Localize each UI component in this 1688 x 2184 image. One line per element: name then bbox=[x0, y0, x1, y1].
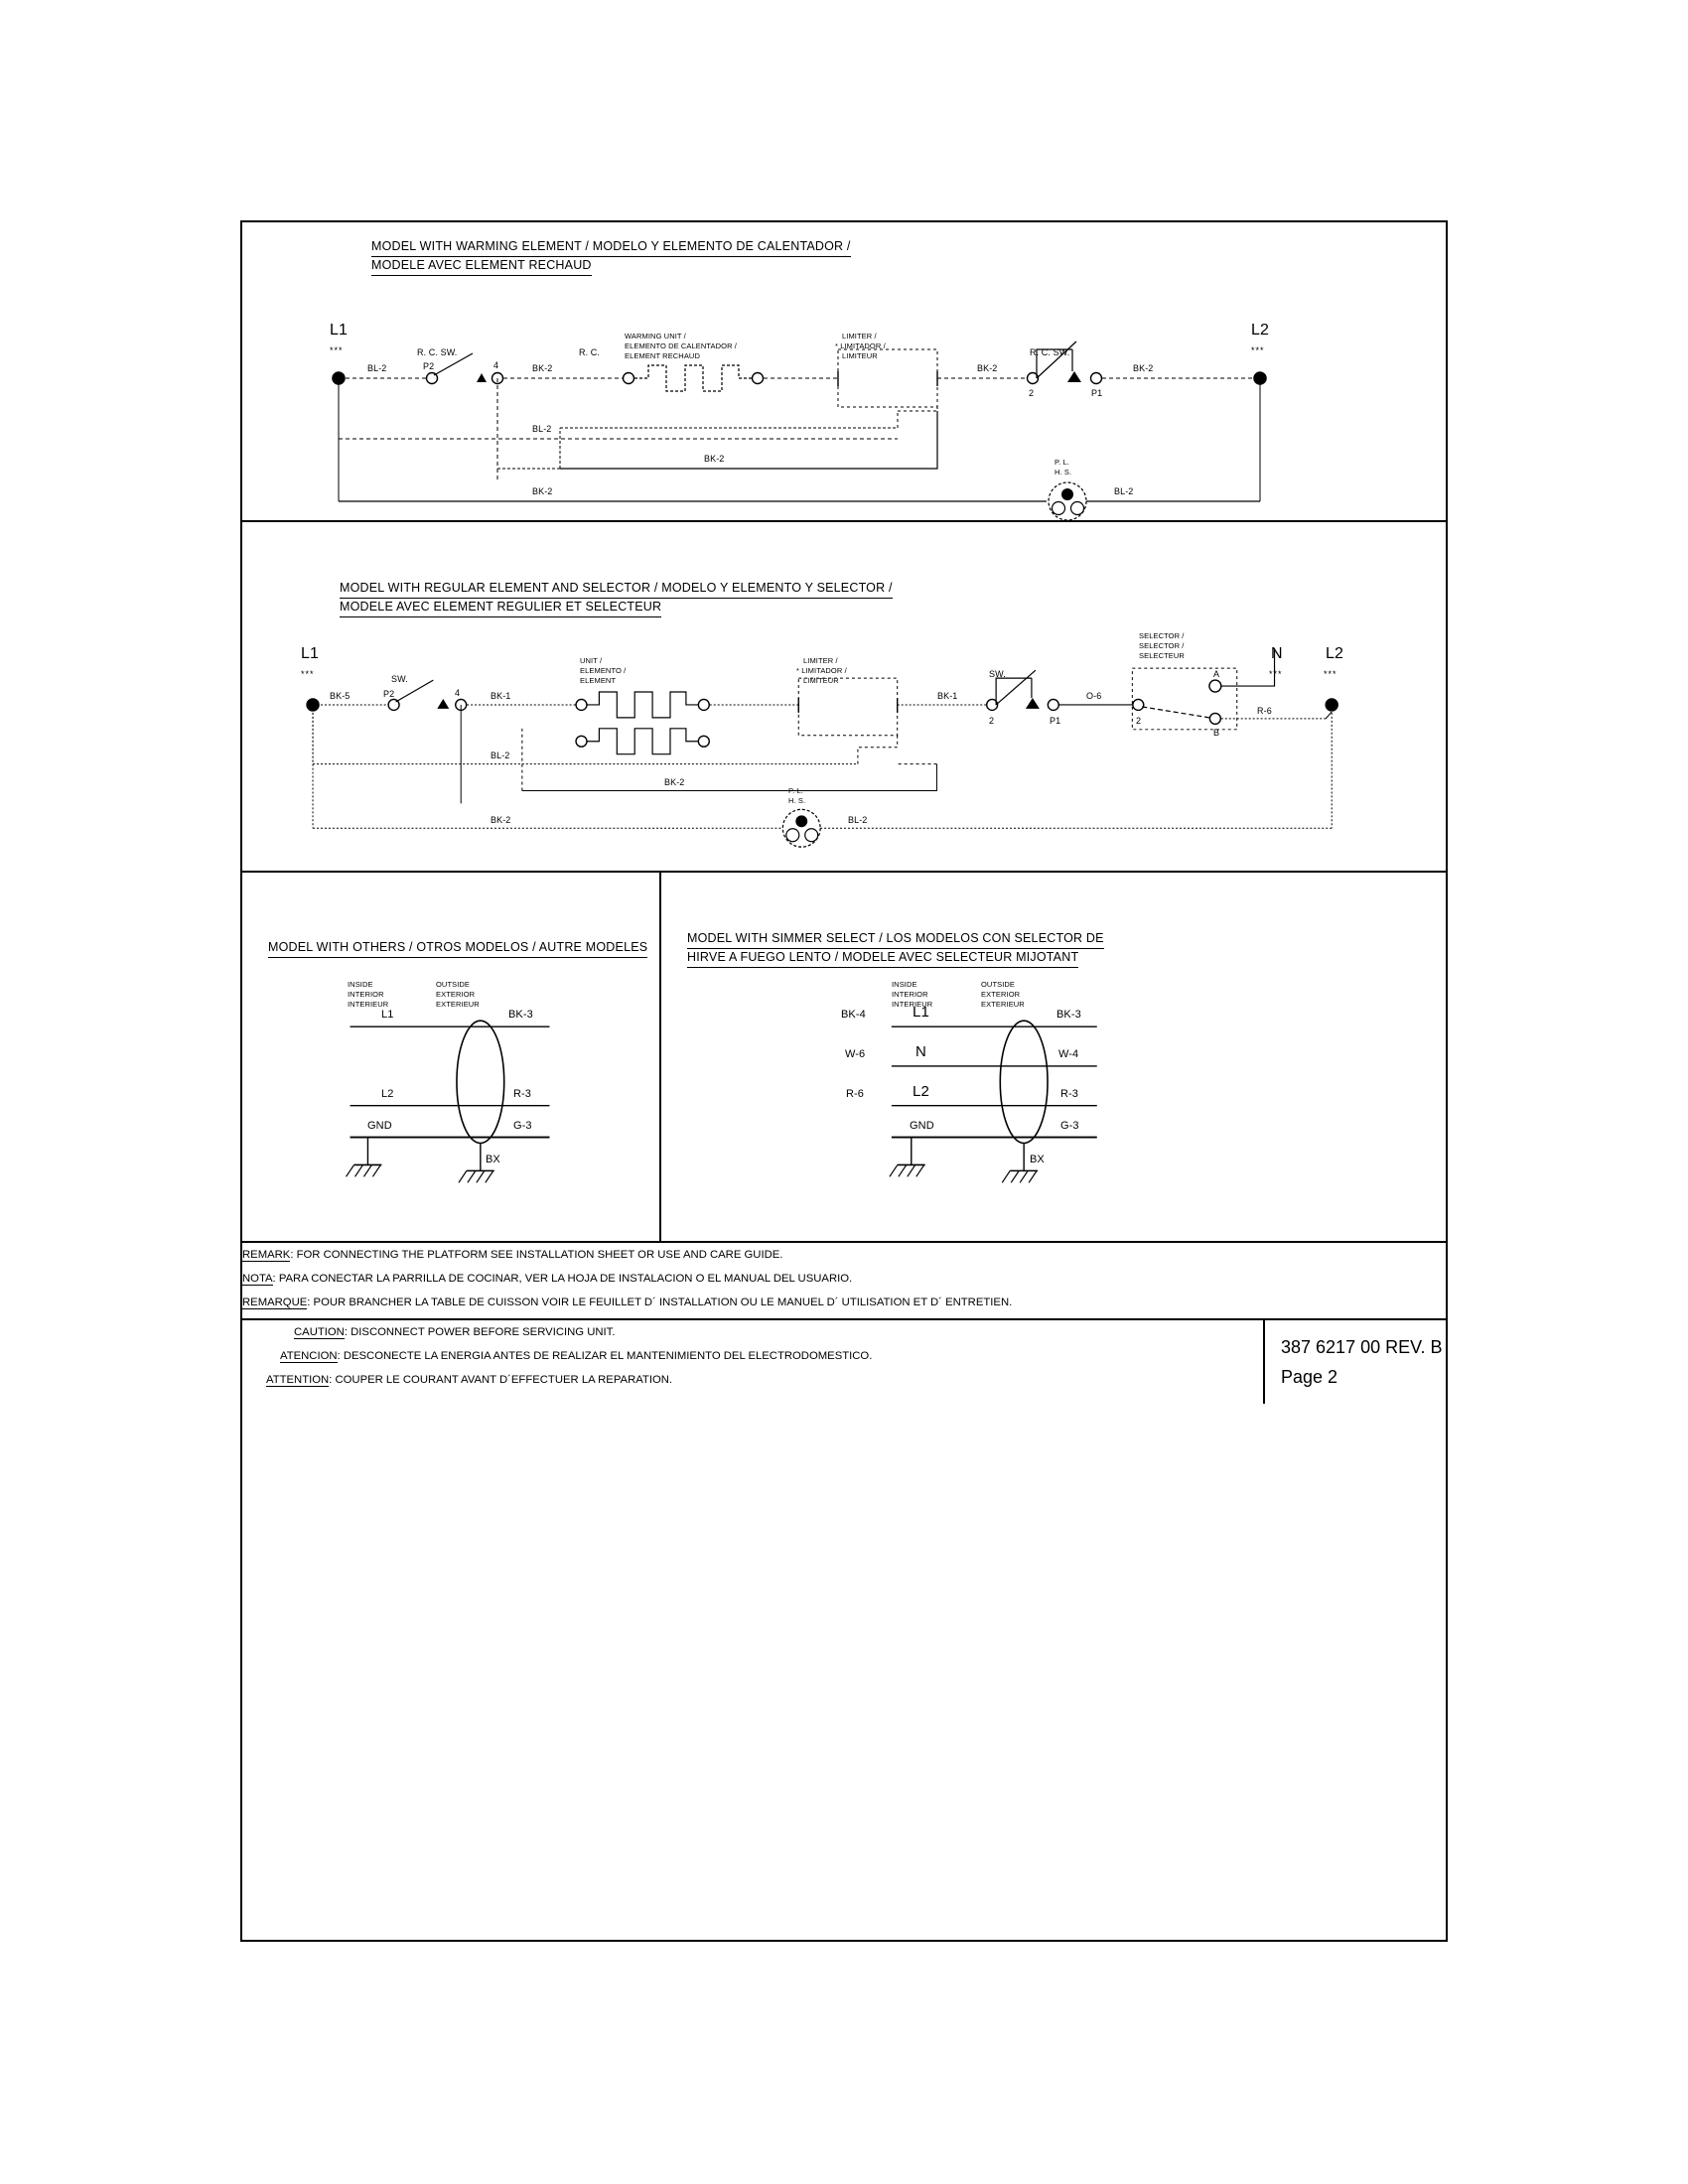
label-bx: BX bbox=[1030, 1154, 1045, 1165]
label-unit-2: ELEMENTO / bbox=[580, 666, 627, 675]
caution-text-en: : DISCONNECT POWER BEFORE SERVICING UNIT. bbox=[344, 1326, 616, 1338]
label-inside-3: INTERIEUR bbox=[348, 1000, 389, 1009]
wire-bk2-a: BK-2 bbox=[532, 363, 553, 373]
label-unit-1: UNIT / bbox=[580, 656, 603, 665]
label-limiter-1: LIMITER / bbox=[803, 656, 838, 665]
label-bx: BX bbox=[486, 1154, 500, 1165]
remark-text-es: : PARA CONECTAR LA PARRILLA DE COCINAR, VER LA HOJA DE INSTALACION O EL MANUAL DEL USUARIO. bbox=[272, 1273, 853, 1285]
label-outside-3: EXTERIEUR bbox=[981, 1000, 1025, 1009]
label-l2: L2 bbox=[1326, 645, 1343, 662]
panel-warming-element bbox=[242, 222, 1446, 520]
label-selector-2: SELECTOR / bbox=[1139, 641, 1185, 650]
panel-regular-element-selector bbox=[242, 520, 1446, 871]
label-n: N bbox=[1271, 645, 1283, 662]
label-outside-2: EXTERIOR bbox=[981, 990, 1021, 999]
remark-line-fr bbox=[242, 1291, 1446, 1314]
wire-bk1-a: BK-1 bbox=[491, 691, 511, 701]
label-l1: L1 bbox=[330, 322, 348, 339]
label-inside-2: INTERIOR bbox=[892, 990, 928, 999]
selector-box bbox=[1132, 668, 1236, 730]
wire-bl2-right: BL-2 bbox=[848, 815, 868, 825]
terminal-a bbox=[1209, 680, 1221, 692]
label-l2-stars: *** bbox=[1324, 669, 1337, 679]
panel-remark bbox=[242, 1241, 1446, 1318]
label-rc-sw-left: R. C. SW. bbox=[417, 347, 458, 357]
part-number: 387 6217 00 REV. B bbox=[1281, 1337, 1443, 1357]
wire-bk2-mid: BK-2 bbox=[664, 777, 685, 787]
wire-p1: P1 bbox=[1091, 388, 1103, 398]
wire-2b: 2 bbox=[1136, 716, 1142, 726]
caution-line-es bbox=[242, 1344, 1263, 1368]
label-limiter-3: LIMITEUR bbox=[803, 676, 839, 685]
label-warming-unit-1: WARMING UNIT / bbox=[625, 332, 686, 341]
wire-bk2-b: BK-2 bbox=[977, 363, 998, 373]
label-rc: R. C. bbox=[579, 347, 601, 357]
caution-line-fr bbox=[242, 1368, 1263, 1392]
conduit-bx bbox=[1000, 1021, 1048, 1143]
label-warming-unit-2: ELEMENTO DE CALENTADOR / bbox=[625, 341, 737, 350]
label-sw-right: SW. bbox=[989, 669, 1006, 679]
label-limiter-2: * LIMITADOR / bbox=[835, 341, 886, 350]
remark-label-fr: REMARQUE bbox=[242, 1297, 308, 1308]
label-selector-3: SELECTEUR bbox=[1139, 651, 1185, 660]
wire-p2: P2 bbox=[423, 361, 435, 371]
caution-label-fr: ATTENTION bbox=[266, 1374, 330, 1386]
terminal-row-mid: N bbox=[915, 1043, 926, 1060]
title-line-2: MODELE AVEC ELEMENT REGULIER ET SELECTEUR bbox=[340, 599, 661, 617]
label-rc-sw-right: R. C. SW. bbox=[1030, 347, 1070, 357]
wire-4: 4 bbox=[455, 688, 461, 698]
pilot-light bbox=[1049, 482, 1086, 520]
panel-caution bbox=[242, 1318, 1446, 1404]
marker-triangle-left bbox=[437, 699, 449, 709]
wire-p1: P1 bbox=[1050, 716, 1061, 726]
terminal-2b bbox=[1133, 699, 1144, 710]
terminal-row-mid: L1 bbox=[381, 1009, 394, 1021]
caution-line-en bbox=[242, 1320, 1263, 1344]
conduit-bx bbox=[457, 1021, 504, 1143]
terminal-row-left: R-6 bbox=[846, 1088, 865, 1100]
terminal-row-right: R-3 bbox=[513, 1088, 532, 1100]
label-outside-1: OUTSIDE bbox=[981, 980, 1016, 989]
panel-model-with-others bbox=[242, 873, 659, 1241]
part-number-block bbox=[1263, 1320, 1446, 1404]
wire-bk2-mid: BK-2 bbox=[704, 454, 725, 464]
terminal-row-left: W-6 bbox=[845, 1048, 866, 1060]
caution-text-block bbox=[242, 1320, 1263, 1404]
wire-bl2-right: BL-2 bbox=[1114, 486, 1134, 496]
label-inside-2: INTERIOR bbox=[348, 990, 384, 999]
limiter-box bbox=[798, 678, 897, 736]
terminal-row-right: W-4 bbox=[1058, 1048, 1079, 1060]
wire-bk2-low: BK-2 bbox=[532, 486, 553, 496]
title-line-1: MODEL WITH REGULAR ELEMENT AND SELECTOR / MODELO Y ELEMENTO Y SELECTOR / bbox=[340, 580, 893, 599]
remark-text-fr: : POUR BRANCHER LA TABLE DE CUISSON VOIR LE FEUILLET D´ INSTALLATION OU LE MANUEL D´ UTILISATION ET D´ ENTRETIEN. bbox=[307, 1297, 1013, 1308]
remark-label-es: NOTA bbox=[242, 1273, 273, 1285]
label-selector-b: B bbox=[1213, 728, 1220, 738]
marker-triangle-right bbox=[1067, 371, 1081, 382]
label-limiter-3: LIMITEUR bbox=[842, 351, 878, 360]
title-line-1: MODEL WITH OTHERS / OTROS MODELOS / AUTRE MODELES bbox=[268, 939, 647, 958]
title-line-1: MODEL WITH WARMING ELEMENT / MODELO Y ELEMENTO DE CALENTADOR / bbox=[371, 238, 851, 257]
label-limiter-1: LIMITER / bbox=[842, 332, 877, 341]
pilot-light bbox=[782, 809, 820, 847]
terminal-p1 bbox=[1091, 373, 1102, 384]
title-line-1: MODEL WITH SIMMER SELECT / LOS MODELOS CON SELECTOR DE bbox=[687, 930, 1104, 949]
label-outside-2: EXTERIOR bbox=[436, 990, 476, 999]
wire-bl2-a: BL-2 bbox=[367, 363, 387, 373]
panel-bottom-row bbox=[242, 871, 1446, 1241]
panel-model-with-simmer-select bbox=[659, 873, 1446, 1241]
label-l2-stars: *** bbox=[1251, 345, 1265, 355]
remark-line-es bbox=[242, 1267, 1446, 1291]
terminal-row-left: BK-4 bbox=[841, 1009, 866, 1021]
terminal-row-right: BK-3 bbox=[1056, 1009, 1081, 1021]
label-unit-3: ELEMENT bbox=[580, 676, 617, 685]
marker-triangle-left bbox=[477, 373, 487, 382]
wiring-diagram-sheet bbox=[240, 220, 1448, 1942]
label-l1: L1 bbox=[301, 645, 319, 662]
terminal-row-mid: GND bbox=[910, 1120, 934, 1132]
terminal-row-mid: L2 bbox=[913, 1083, 929, 1100]
wire-bk1-b: BK-1 bbox=[937, 691, 958, 701]
simmer-terminal-block bbox=[661, 873, 1446, 1241]
terminal-row-right: G-3 bbox=[513, 1120, 532, 1132]
wire-bk2-low: BK-2 bbox=[491, 815, 511, 825]
caution-label-es: ATENCION bbox=[280, 1350, 338, 1362]
caution-text-fr: : COUPER LE COURANT AVANT D´EFFECTUER LA REPARATION. bbox=[329, 1374, 673, 1386]
terminal-row-mid: L2 bbox=[381, 1088, 394, 1100]
label-pilot-2: H. S. bbox=[788, 796, 806, 805]
regular-schematic bbox=[242, 522, 1446, 871]
terminal-row-mid: GND bbox=[367, 1120, 392, 1132]
terminal-row-right: G-3 bbox=[1060, 1120, 1079, 1132]
terminal-row-right: BK-3 bbox=[508, 1009, 533, 1021]
caution-text-es: : DESCONECTE LA ENERGIA ANTES DE REALIZAR EL MANTENIMIENTO DEL ELECTRODOMESTICO. bbox=[337, 1350, 873, 1362]
wire-r6: R-6 bbox=[1257, 706, 1272, 716]
label-warming-unit-3: ELEMENT RECHAUD bbox=[625, 351, 700, 360]
terminal-b bbox=[1209, 713, 1220, 724]
remark-line-en bbox=[242, 1243, 1446, 1267]
remark-text-en: : FOR CONNECTING THE PLATFORM SEE INSTALLATION SHEET OR USE AND CARE GUIDE. bbox=[290, 1249, 783, 1261]
page-number: Page 2 bbox=[1281, 1367, 1338, 1387]
title-line-2: HIRVE A FUEGO LENTO / MODELE AVEC SELECTEUR MIJOTANT bbox=[687, 949, 1078, 968]
label-inside-1: INSIDE bbox=[348, 980, 373, 989]
label-outside-1: OUTSIDE bbox=[436, 980, 471, 989]
wire-2: 2 bbox=[1029, 388, 1035, 398]
label-selector-1: SELECTOR / bbox=[1139, 631, 1185, 640]
label-inside-1: INSIDE bbox=[892, 980, 917, 989]
title-line-2: MODELE AVEC ELEMENT RECHAUD bbox=[371, 257, 592, 276]
label-pilot-1: P. L. bbox=[1055, 458, 1069, 467]
wire-o6: O-6 bbox=[1086, 691, 1102, 701]
terminal-p1 bbox=[1048, 699, 1058, 710]
label-selector-a: A bbox=[1213, 669, 1220, 679]
remark-label-en: REMARK bbox=[242, 1249, 291, 1261]
label-outside-3: EXTERIEUR bbox=[436, 1000, 480, 1009]
wire-bk5: BK-5 bbox=[330, 691, 351, 701]
terminal-row-right: R-3 bbox=[1060, 1088, 1079, 1100]
label-l1-stars: *** bbox=[330, 345, 344, 355]
label-l1-stars: *** bbox=[301, 669, 315, 679]
wire-bl2-b: BL-2 bbox=[532, 424, 552, 434]
label-n-stars: *** bbox=[1269, 669, 1283, 679]
caution-label-en: CAUTION bbox=[294, 1326, 345, 1338]
wire-bk2-c: BK-2 bbox=[1133, 363, 1154, 373]
label-pilot-2: H. S. bbox=[1055, 468, 1072, 477]
label-limiter-2: * LIMITADOR / bbox=[796, 666, 847, 675]
wire-4: 4 bbox=[493, 360, 499, 370]
label-pilot-1: P. L. bbox=[788, 786, 803, 795]
label-inside-3: INTERIEUR bbox=[892, 1000, 933, 1009]
others-terminal-block bbox=[242, 873, 659, 1241]
label-sw-left: SW. bbox=[391, 674, 408, 684]
terminal-row-mid: L1 bbox=[913, 1004, 929, 1021]
wire-p2: P2 bbox=[383, 689, 395, 699]
marker-triangle-right bbox=[1026, 698, 1040, 709]
label-l2: L2 bbox=[1251, 322, 1269, 339]
wire-2a: 2 bbox=[989, 716, 995, 726]
wire-bl2-a: BL-2 bbox=[491, 751, 510, 760]
